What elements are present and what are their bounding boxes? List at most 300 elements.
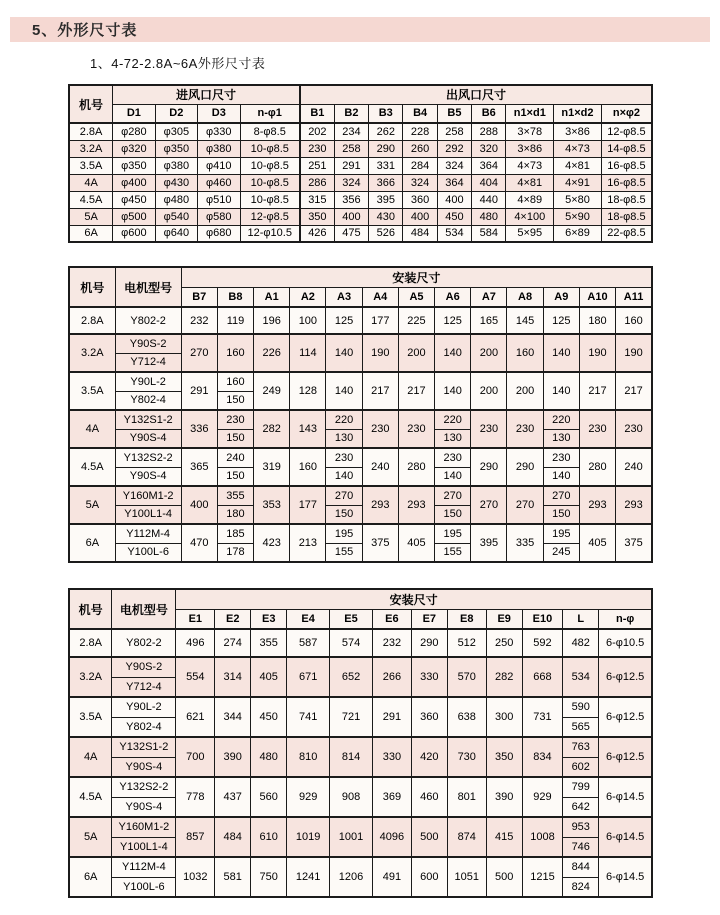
col-header: A6 — [435, 287, 471, 307]
value-cell: 355 — [251, 629, 287, 657]
table-row — [69, 157, 652, 174]
value-cell: 217 — [616, 372, 652, 410]
value-cell: 150 — [435, 505, 471, 524]
value-cell: 150 — [217, 467, 253, 486]
value-cell: 258 — [334, 140, 368, 157]
size-cell: 3.5A — [69, 157, 113, 174]
value-cell: 200 — [471, 334, 507, 372]
value-cell: 178 — [217, 543, 253, 562]
table-row — [69, 191, 652, 208]
value-cell: 130 — [543, 429, 579, 448]
value-cell: 330 — [372, 737, 411, 777]
value-cell: 331 — [369, 157, 403, 174]
value-cell: 140 — [435, 372, 471, 410]
value-cell: 874 — [447, 817, 486, 857]
value-cell: 10-φ8.5 — [240, 140, 300, 157]
motor-cell: Y112M-4 — [115, 524, 181, 543]
value-cell: 160 — [217, 334, 253, 372]
value-cell: 165 — [471, 307, 507, 334]
value-cell: 400 — [334, 208, 368, 225]
value-cell: 1001 — [330, 817, 373, 857]
table-row — [69, 174, 652, 191]
value-cell: 155 — [435, 543, 471, 562]
value-cell: 5×95 — [506, 225, 554, 242]
value-cell: 140 — [543, 372, 579, 410]
value-cell: 314 — [215, 657, 251, 697]
value-cell: 270 — [471, 486, 507, 524]
value-cell: φ380 — [198, 140, 240, 157]
value-cell: 602 — [563, 757, 599, 777]
col-header: A11 — [616, 287, 652, 307]
value-cell: 245 — [543, 543, 579, 562]
value-cell: 590 — [563, 697, 599, 717]
table-row — [69, 334, 652, 353]
value-cell: 270 — [326, 486, 362, 505]
install-section-header: 安装尺寸 — [176, 589, 652, 609]
value-cell: 3×86 — [554, 123, 602, 140]
value-cell: 230 — [616, 410, 652, 448]
value-cell: 140 — [435, 334, 471, 372]
value-cell: 220 — [543, 410, 579, 429]
value-cell: 270 — [435, 486, 471, 505]
value-cell: 213 — [290, 524, 326, 562]
value-cell: 225 — [398, 307, 434, 334]
value-cell: 140 — [326, 467, 362, 486]
value-cell: 1206 — [330, 857, 373, 897]
col-header: B6 — [472, 104, 506, 123]
value-cell: φ460 — [198, 174, 240, 191]
value-cell: φ680 — [198, 225, 240, 242]
value-cell: 600 — [411, 857, 447, 897]
value-cell: 437 — [215, 777, 251, 817]
value-cell: 125 — [543, 307, 579, 334]
value-cell: 290 — [471, 448, 507, 486]
table-row — [69, 543, 652, 562]
value-cell: 642 — [563, 797, 599, 817]
motor-cell: Y132S1-2 — [115, 410, 181, 429]
value-cell: 405 — [251, 657, 287, 697]
value-cell: φ305 — [155, 123, 197, 140]
value-cell: 16-φ8.5 — [601, 174, 652, 191]
value-cell: φ430 — [155, 174, 197, 191]
motor-col-header: 电机型号 — [112, 589, 176, 629]
value-cell: 4096 — [372, 817, 411, 857]
value-cell: 731 — [522, 697, 563, 737]
value-cell: 350 — [486, 737, 522, 777]
value-cell: 230 — [217, 410, 253, 429]
col-header: B4 — [403, 104, 437, 123]
value-cell: 460 — [411, 777, 447, 817]
value-cell: 741 — [287, 697, 330, 737]
value-cell: 145 — [507, 307, 543, 334]
table-row — [69, 697, 652, 717]
table-row — [69, 817, 652, 837]
size-cell: 5A — [69, 486, 115, 524]
outlet-section-header: 出风口尺寸 — [300, 85, 652, 104]
value-cell: 315 — [300, 191, 334, 208]
value-cell: 140 — [326, 334, 362, 372]
motor-cell: Y100L-6 — [115, 543, 181, 562]
value-cell: 484 — [215, 817, 251, 857]
value-cell: 234 — [334, 123, 368, 140]
value-cell: 160 — [217, 372, 253, 391]
col-header: D2 — [155, 104, 197, 123]
value-cell: 185 — [217, 524, 253, 543]
value-cell: 4×73 — [506, 157, 554, 174]
motor-cell: Y112M-4 — [112, 857, 176, 877]
value-cell: 621 — [176, 697, 215, 737]
value-cell: 475 — [334, 225, 368, 242]
motor-cell: Y90L-2 — [115, 372, 181, 391]
value-cell: 18-φ8.5 — [601, 191, 652, 208]
value-cell: 140 — [543, 467, 579, 486]
value-cell: 364 — [472, 157, 506, 174]
value-cell: 6-φ12.5 — [599, 737, 652, 777]
value-cell: 195 — [435, 524, 471, 543]
col-header: A3 — [326, 287, 362, 307]
value-cell: 953 — [563, 817, 599, 837]
value-cell: 119 — [217, 307, 253, 334]
value-cell: 365 — [181, 448, 217, 486]
value-cell: 217 — [362, 372, 398, 410]
value-cell: 375 — [616, 524, 652, 562]
value-cell: 196 — [254, 307, 290, 334]
value-cell: 282 — [486, 657, 522, 697]
value-cell: 330 — [411, 657, 447, 697]
size-cell: 2.8A — [69, 123, 113, 140]
value-cell: 844 — [563, 857, 599, 877]
value-cell: 180 — [579, 307, 615, 334]
value-cell: 369 — [372, 777, 411, 817]
value-cell: 746 — [563, 837, 599, 857]
value-cell: 10-φ8.5 — [240, 157, 300, 174]
value-cell: 290 — [369, 140, 403, 157]
motor-cell: Y160M1-2 — [112, 817, 176, 837]
motor-cell: Y90S-4 — [115, 429, 181, 448]
value-cell: 14-φ8.5 — [601, 140, 652, 157]
value-cell: 335 — [507, 524, 543, 562]
value-cell: 232 — [372, 629, 411, 657]
value-cell: 929 — [287, 777, 330, 817]
value-cell: 16-φ8.5 — [601, 157, 652, 174]
value-cell: 366 — [369, 174, 403, 191]
value-cell: 230 — [435, 448, 471, 467]
table-row — [69, 448, 652, 467]
value-cell: 240 — [217, 448, 253, 467]
value-cell: 288 — [472, 123, 506, 140]
value-cell: φ540 — [155, 208, 197, 225]
value-cell: 319 — [254, 448, 290, 486]
value-cell: 284 — [403, 157, 437, 174]
value-cell: 291 — [334, 157, 368, 174]
col-header: A5 — [398, 287, 434, 307]
value-cell: 230 — [507, 410, 543, 448]
value-cell: 652 — [330, 657, 373, 697]
value-cell: 6×89 — [554, 225, 602, 242]
value-cell: 420 — [411, 737, 447, 777]
value-cell: 250 — [486, 629, 522, 657]
value-cell: 114 — [290, 334, 326, 372]
motor-cell: Y100L1-4 — [115, 505, 181, 524]
value-cell: 150 — [217, 391, 253, 410]
value-cell: 400 — [437, 191, 471, 208]
value-cell: 364 — [437, 174, 471, 191]
size-cell: 3.2A — [69, 657, 112, 697]
value-cell: 6-φ12.5 — [599, 697, 652, 737]
motor-col-header: 电机型号 — [115, 267, 181, 307]
value-cell: 266 — [372, 657, 411, 697]
value-cell: 4×91 — [554, 174, 602, 191]
value-cell: 763 — [563, 737, 599, 757]
col-header: B1 — [300, 104, 334, 123]
col-header: L — [563, 609, 599, 629]
value-cell: 700 — [176, 737, 215, 777]
value-cell: 190 — [616, 334, 652, 372]
value-cell: 668 — [522, 657, 563, 697]
value-cell: 226 — [254, 334, 290, 372]
value-cell: 160 — [290, 448, 326, 486]
value-cell: 834 — [522, 737, 563, 777]
value-cell: 574 — [330, 629, 373, 657]
value-cell: φ480 — [155, 191, 197, 208]
motor-cell: Y100L-6 — [112, 877, 176, 897]
value-cell: 6-φ12.5 — [599, 657, 652, 697]
col-header: A8 — [507, 287, 543, 307]
value-cell: 857 — [176, 817, 215, 857]
value-cell: 534 — [563, 657, 599, 697]
install-dimensions-table-a — [68, 266, 653, 563]
value-cell: 426 — [300, 225, 334, 242]
value-cell: 280 — [579, 448, 615, 486]
size-cell: 3.5A — [69, 372, 115, 410]
value-cell: 360 — [411, 697, 447, 737]
value-cell: 375 — [362, 524, 398, 562]
value-cell: 484 — [403, 225, 437, 242]
value-cell: 160 — [616, 307, 652, 334]
value-cell: φ350 — [113, 157, 155, 174]
value-cell: 671 — [287, 657, 330, 697]
motor-cell: Y90S-4 — [112, 757, 176, 777]
value-cell: φ580 — [198, 208, 240, 225]
value-cell: 270 — [181, 334, 217, 372]
section-title: 5、外形尺寸表 — [32, 22, 138, 39]
value-cell: 400 — [181, 486, 217, 524]
value-cell: 220 — [326, 410, 362, 429]
value-cell: 150 — [543, 505, 579, 524]
value-cell: 356 — [334, 191, 368, 208]
value-cell: 230 — [362, 410, 398, 448]
value-cell: 180 — [217, 505, 253, 524]
col-header: D1 — [113, 104, 155, 123]
value-cell: 18-φ8.5 — [601, 208, 652, 225]
value-cell: 130 — [326, 429, 362, 448]
value-cell: 908 — [330, 777, 373, 817]
value-cell: 125 — [326, 307, 362, 334]
value-cell: 1241 — [287, 857, 330, 897]
value-cell: φ640 — [155, 225, 197, 242]
table-row — [69, 140, 652, 157]
value-cell: 6-φ14.5 — [599, 777, 652, 817]
value-cell: 6-φ10.5 — [599, 629, 652, 657]
size-cell: 3.2A — [69, 334, 115, 372]
value-cell: 291 — [181, 372, 217, 410]
value-cell: 270 — [507, 486, 543, 524]
size-cell: 4A — [69, 174, 113, 191]
value-cell: φ400 — [113, 174, 155, 191]
value-cell: 721 — [330, 697, 373, 737]
value-cell: φ280 — [113, 123, 155, 140]
value-cell: 3×78 — [506, 123, 554, 140]
motor-cell: Y802-2 — [112, 629, 176, 657]
value-cell: 500 — [411, 817, 447, 857]
size-cell: 4.5A — [69, 777, 112, 817]
value-cell: 1032 — [176, 857, 215, 897]
value-cell: 1008 — [522, 817, 563, 857]
value-cell: 260 — [403, 140, 437, 157]
value-cell: 4×73 — [554, 140, 602, 157]
motor-cell: Y132S2-2 — [115, 448, 181, 467]
motor-cell: Y90S-4 — [115, 467, 181, 486]
value-cell: 324 — [403, 174, 437, 191]
value-cell: 300 — [486, 697, 522, 737]
value-cell: 202 — [300, 123, 334, 140]
value-cell: 290 — [507, 448, 543, 486]
col-header: B8 — [217, 287, 253, 307]
value-cell: 814 — [330, 737, 373, 777]
value-cell: 12-φ8.5 — [240, 208, 300, 225]
size-cell: 3.5A — [69, 697, 112, 737]
value-cell: 390 — [486, 777, 522, 817]
value-cell: 8-φ8.5 — [240, 123, 300, 140]
value-cell: 1019 — [287, 817, 330, 857]
value-cell: 450 — [251, 697, 287, 737]
value-cell: 292 — [437, 140, 471, 157]
value-cell: 405 — [398, 524, 434, 562]
value-cell: φ350 — [155, 140, 197, 157]
value-cell: 390 — [215, 737, 251, 777]
size-cell: 5A — [69, 817, 112, 857]
table-row — [69, 737, 652, 757]
value-cell: 730 — [447, 737, 486, 777]
value-cell: 293 — [398, 486, 434, 524]
motor-cell: Y90L-2 — [112, 697, 176, 717]
value-cell: 228 — [403, 123, 437, 140]
value-cell: 217 — [579, 372, 615, 410]
value-cell: 6-φ14.5 — [599, 857, 652, 897]
col-header: B2 — [334, 104, 368, 123]
value-cell: 526 — [369, 225, 403, 242]
motor-cell: Y132S1-2 — [112, 737, 176, 757]
col-header: E5 — [330, 609, 373, 629]
value-cell: 355 — [217, 486, 253, 505]
value-cell: 230 — [398, 410, 434, 448]
value-cell: 1051 — [447, 857, 486, 897]
size-cell: 3.2A — [69, 140, 113, 157]
value-cell: φ510 — [198, 191, 240, 208]
value-cell: 491 — [372, 857, 411, 897]
value-cell: 430 — [369, 208, 403, 225]
size-col-header: 机号 — [69, 267, 115, 307]
size-cell: 4.5A — [69, 191, 113, 208]
value-cell: 200 — [398, 334, 434, 372]
value-cell: φ330 — [198, 123, 240, 140]
value-cell: 638 — [447, 697, 486, 737]
value-cell: 584 — [472, 225, 506, 242]
size-cell: 2.8A — [69, 629, 112, 657]
value-cell: 190 — [362, 334, 398, 372]
size-cell: 6A — [69, 225, 113, 242]
col-header: E8 — [447, 609, 486, 629]
value-cell: 230 — [579, 410, 615, 448]
value-cell: 480 — [472, 208, 506, 225]
value-cell: 404 — [472, 174, 506, 191]
inlet-section-header: 进风口尺寸 — [113, 85, 300, 104]
value-cell: 160 — [507, 334, 543, 372]
value-cell: 240 — [362, 448, 398, 486]
col-header: E10 — [522, 609, 563, 629]
table-row — [69, 486, 652, 505]
value-cell: 232 — [181, 307, 217, 334]
value-cell: 587 — [287, 629, 330, 657]
col-header: E1 — [176, 609, 215, 629]
value-cell: 286 — [300, 174, 334, 191]
value-cell: 150 — [217, 429, 253, 448]
table-row — [69, 657, 652, 677]
value-cell: φ600 — [113, 225, 155, 242]
col-header: A2 — [290, 287, 326, 307]
table-row — [69, 429, 652, 448]
size-cell: 2.8A — [69, 307, 115, 334]
value-cell: φ320 — [113, 140, 155, 157]
value-cell: 177 — [290, 486, 326, 524]
value-cell: 440 — [472, 191, 506, 208]
value-cell: 4×89 — [506, 191, 554, 208]
value-cell: 554 — [176, 657, 215, 697]
value-cell: 592 — [522, 629, 563, 657]
col-header: n1×d2 — [554, 104, 602, 123]
value-cell: 480 — [251, 737, 287, 777]
value-cell: 12-φ10.5 — [240, 225, 300, 242]
table-row — [69, 777, 652, 797]
install-dimensions-table-e — [68, 588, 653, 898]
value-cell: 220 — [435, 410, 471, 429]
col-header: B5 — [437, 104, 471, 123]
col-header: A7 — [471, 287, 507, 307]
value-cell: 353 — [254, 486, 290, 524]
motor-cell: Y802-2 — [115, 307, 181, 334]
value-cell: 293 — [362, 486, 398, 524]
value-cell: 395 — [471, 524, 507, 562]
value-cell: 230 — [471, 410, 507, 448]
value-cell: 324 — [334, 174, 368, 191]
col-header: A1 — [254, 287, 290, 307]
value-cell: 423 — [254, 524, 290, 562]
size-col-header: 机号 — [69, 589, 112, 629]
col-header: E7 — [411, 609, 447, 629]
value-cell: 824 — [563, 877, 599, 897]
value-cell: 320 — [472, 140, 506, 157]
value-cell: 100 — [290, 307, 326, 334]
value-cell: 581 — [215, 857, 251, 897]
table-row — [69, 208, 652, 225]
value-cell: 10-φ8.5 — [240, 174, 300, 191]
value-cell: 280 — [398, 448, 434, 486]
col-header: A10 — [579, 287, 615, 307]
col-header: n×φ2 — [601, 104, 652, 123]
value-cell: 560 — [251, 777, 287, 817]
value-cell: 125 — [435, 307, 471, 334]
col-header: n-φ — [599, 609, 652, 629]
